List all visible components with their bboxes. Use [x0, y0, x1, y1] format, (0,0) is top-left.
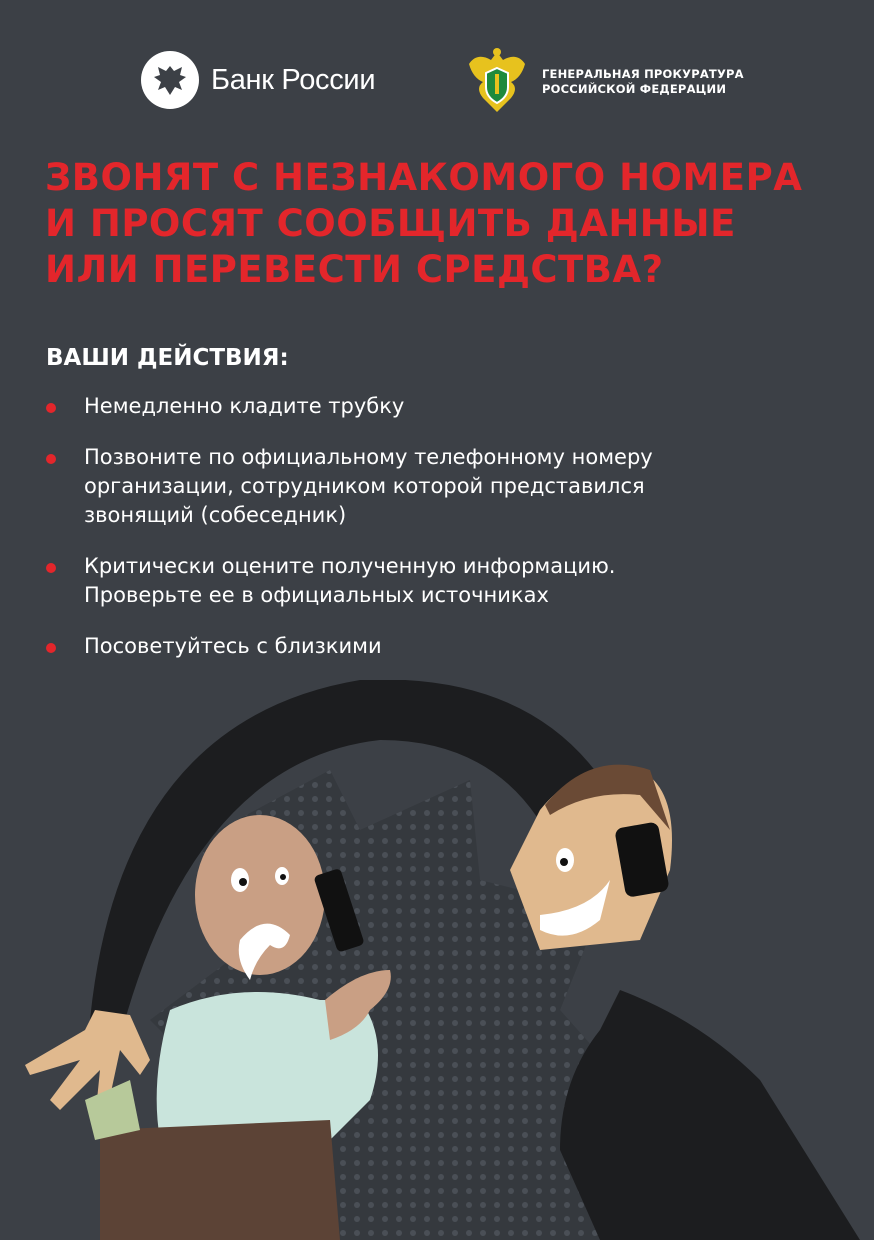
title-line: ЗВОНЯТ С НЕЗНАКОМОГО НОМЕРА [45, 156, 803, 199]
prosecutor-emblem-icon [466, 46, 528, 118]
page-title [45, 155, 802, 293]
bullet-icon [46, 563, 56, 573]
list-item [46, 632, 846, 661]
actions-heading: ВАШИ ДЕЙСТВИЯ: [46, 345, 289, 371]
list-item-text: Немедленно кладите трубку [84, 394, 405, 418]
bullet-icon [46, 643, 56, 653]
list-item [46, 552, 846, 610]
bank-of-russia-logo [141, 51, 375, 109]
list-item-text: Посоветуйтесь с близкими [84, 634, 382, 658]
list-item-text: Позвоните по официальному телефонному номеру [84, 445, 653, 469]
actions-list [46, 392, 846, 683]
prosecutor-name [542, 67, 744, 97]
title-line: И ПРОСЯТ СООБЩИТЬ ДАННЫЕ [45, 202, 736, 245]
prosecutor-name-line: РОССИЙСКОЙ ФЕДЕРАЦИИ [542, 82, 727, 96]
prosecutor-general-logo [466, 46, 744, 118]
scammer-body [560, 990, 860, 1240]
double-headed-eagle-icon [141, 51, 199, 109]
list-item [46, 443, 846, 530]
title-line: ИЛИ ПЕРЕВЕСТИ СРЕДСТВА? [45, 248, 664, 291]
scammer-illustration [0, 680, 874, 1240]
list-item-text: звонящий (собеседник) [84, 503, 347, 527]
prosecutor-name-line: ГЕНЕРАЛЬНАЯ ПРОКУРАТУРА [542, 67, 744, 81]
list-item [46, 392, 846, 421]
bank-name: Банк России [211, 63, 376, 96]
list-item-text: организации, сотрудником которой представился [84, 474, 645, 498]
list-item-text: Критически оцените полученную информацию. [84, 554, 616, 578]
old-man-trousers [100, 1120, 340, 1240]
list-item-text: Проверьте ее в официальных источниках [84, 583, 549, 607]
money-icon [85, 1080, 140, 1140]
bullet-icon [46, 403, 56, 413]
bullet-icon [46, 454, 56, 464]
